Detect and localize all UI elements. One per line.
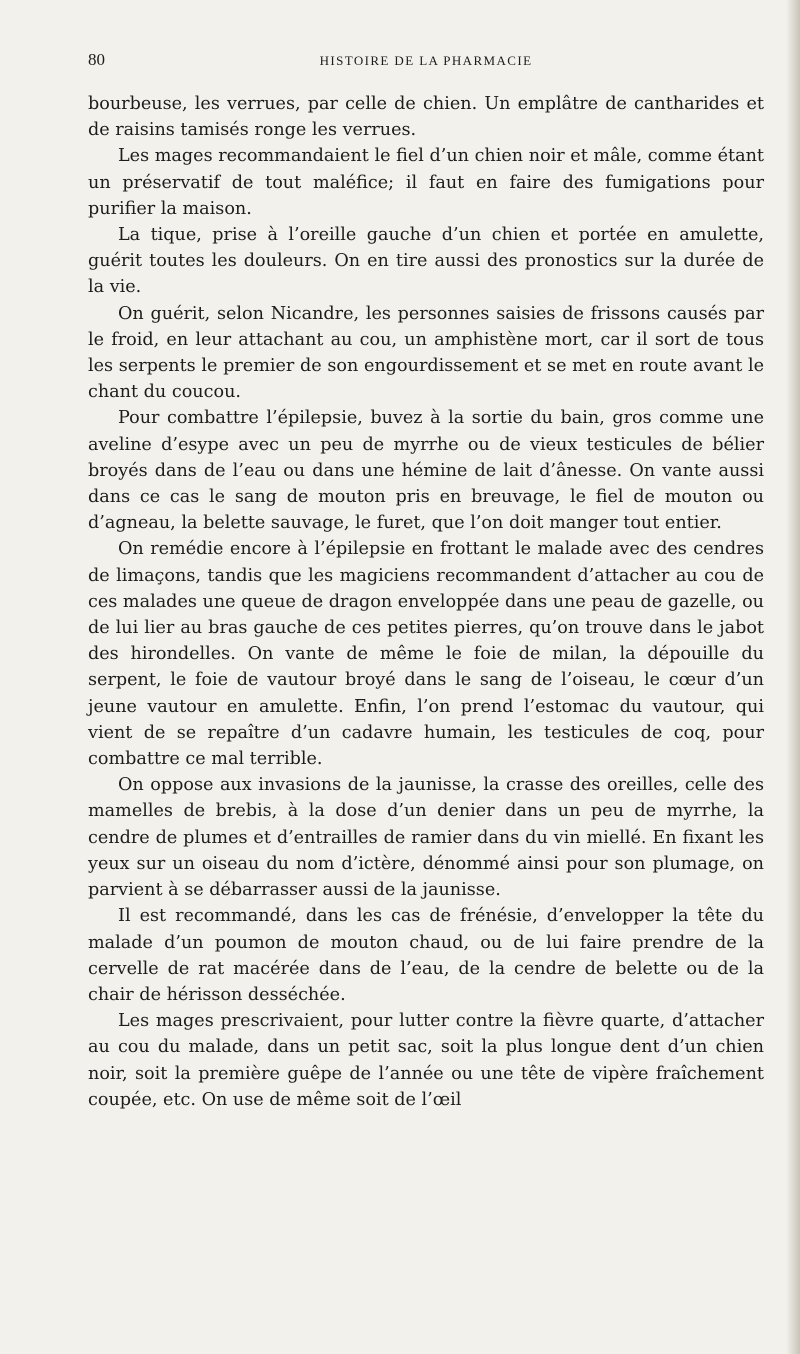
paragraph-continuation: bourbeuse, les verrues, par celle de chien. Un emplâtre de cantharides et de raisins tamisés ronge les verrues. xyxy=(88,94,764,141)
running-title: HISTOIRE DE LA PHARMACIE xyxy=(319,53,533,68)
page-header xyxy=(88,50,764,74)
body-text xyxy=(88,91,764,1113)
paragraph-epilepsie: Pour combattre l’épilepsie, buvez à la sortie du bain, gros comme une aveline d’esype avec un peu de myrrhe ou de vieux testicules de bélier broyés dans de l’eau ou dans une hémine de lait d’ânesse. On vante aussi dans ce cas le sang de mouton pris en breuvage, le fiel de mouton ou d’agneau, la belette sauvage, le furet, que l’on doit manger tout entier. xyxy=(88,408,764,534)
paragraph-jaunisse: On oppose aux invasions de la jaunisse, la crasse des oreilles, celle des mamelles de brebis, à la dose d’un denier dans un peu de myrrhe, la cendre de plumes et d’entrailles de ramier dans du vin miellé. En fixant les yeux sur un oiseau du nom d’ictère, dénommé ainsi pour son plumage, on parvient à se débarrasser aussi de la jaunisse. xyxy=(88,775,764,901)
paragraph-nicandre: On guérit, selon Nicandre, les personnes saisies de frissons causés par le froid, en leur attachant au cou, un amphistène mort, car il sort de tous les serpents le premier de son engourdissement et se met en route avant le chant du coucou. xyxy=(88,303,764,403)
page-number: 80 xyxy=(88,50,105,69)
paragraph-epilepsie-remedes: On remédie encore à l’épilepsie en frottant le malade avec des cendres de limaçons, tandis que les magiciens recommandent d’attacher au cou de ces malades une queue de dragon enveloppée dans une peau de gazelle, ou de lui lier au bras gauche de ces petites pierres, qu’on trouve dans le jabot des hirondelles. On vante de même le foie de milan, la dépouille du serpent, le foie de vautour broyé dans le sang de l’oiseau, le cœur d’un jeune vautour en amulette. Enfin, l’on prend l’estomac du vautour, qui vient de se repaître d’un cadavre humain, les testicules de coq, pour combattre ce mal terrible. xyxy=(88,539,764,770)
page-binding-edge xyxy=(786,0,800,1354)
paragraph-tique: La tique, prise à l’oreille gauche d’un chien et portée en amulette, guérit toutes les douleurs. On en tire aussi des pronostics sur la durée de la vie. xyxy=(88,225,764,298)
paragraph-frenesie: Il est recommandé, dans les cas de frénésie, d’envelopper la tête du malade d’un poumon de mouton chaud, ou de lui faire prendre de la cervelle de rat macérée dans de l’eau, de la cendre de belette ou de la chair de hérisson desséchée. xyxy=(88,906,764,1005)
paragraph-fievre-quarte: Les mages prescrivaient, pour lutter contre la fièvre quarte, d’attacher au cou du malade, dans un petit sac, soit la plus longue dent d’un chien noir, soit la première guêpe de l’année ou une tête de vipère fraîchement coupée, etc. On use de même soit de l’œil xyxy=(88,1011,764,1110)
paragraph-fiel-chien-noir: Les mages recommandaient le fiel d’un chien noir et mâle, comme étant un préservatif de tout maléfice; il faut en faire des fumigations pour purifier la maison. xyxy=(88,146,764,219)
